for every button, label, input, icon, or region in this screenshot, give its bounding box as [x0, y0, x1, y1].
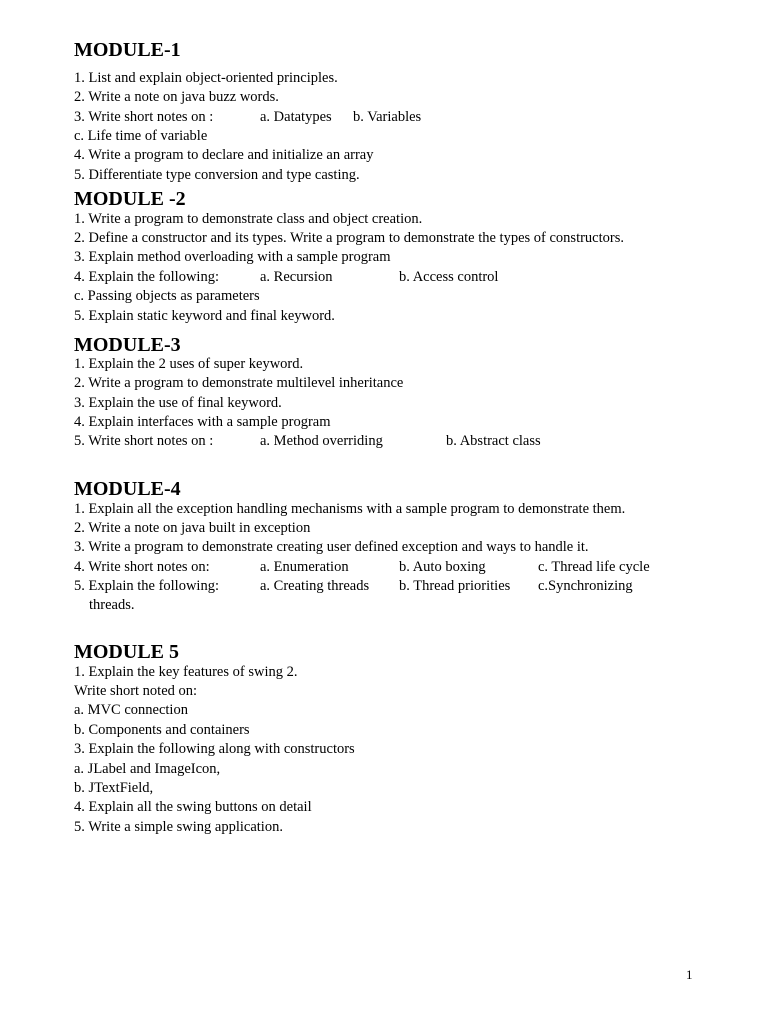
module-1-question-1: 1. List and explain object-oriented principles. [74, 70, 338, 86]
module-5-heading: MODULE 5 [74, 641, 179, 663]
module-1-question-3c: c. Life time of variable [74, 128, 208, 144]
module-3-question-4: 4. Explain interfaces with a sample program [74, 414, 331, 430]
module-2-question-3: 3. Explain method overloading with a sample program [74, 249, 391, 265]
option-c: c. Thread life cycle [538, 559, 650, 575]
module-1-question-2: 2. Write a note on java buzz words. [74, 89, 279, 105]
module-1-heading: MODULE-1 [74, 39, 181, 61]
module-1-question-3 [74, 108, 422, 127]
module-4-question-4 [74, 558, 650, 577]
module-3-question-3: 3. Explain the use of final keyword. [74, 395, 282, 411]
module-5-question-5: 5. Write a simple swing application. [74, 819, 283, 835]
option-b: b. Auto boxing [399, 559, 486, 575]
option-c: c.Synchronizing [538, 578, 633, 594]
module-5-question-4: 4. Explain all the swing buttons on detail [74, 799, 312, 815]
module-5-question-3a: a. JLabel and ImageIcon, [74, 761, 221, 777]
option-b: b. Variables [353, 109, 422, 125]
module-5-question-2b: b. Components and containers [74, 722, 250, 738]
module-2-question-1: 1. Write a program to demonstrate class and object creation. [74, 211, 423, 227]
option-a: a. Method overriding [260, 433, 383, 449]
module-5-question-3: 3. Explain the following along with constructors [74, 741, 355, 757]
module-5-question-2: Write short noted on: [74, 683, 198, 699]
question-text: 5. Write short notes on : [74, 433, 214, 449]
module-3-question-5 [74, 432, 541, 451]
question-text: 5. Explain the following: [74, 578, 219, 594]
question-text: 4. Write short notes on: [74, 559, 210, 575]
module-5-question-1: 1. Explain the key features of swing 2. [74, 664, 298, 680]
option-b: b. Access control [399, 269, 499, 285]
module-3-heading: MODULE-3 [74, 334, 181, 356]
module-4-question-3: 3. Write a program to demonstrate creating user defined exception and ways to handle it. [74, 539, 589, 555]
page-number: 1 [686, 967, 693, 982]
module-4-question-1: 1. Explain all the exception handling mechanisms with a sample program to demonstrate them. [74, 501, 626, 517]
module-2-question-2: 2. Define a constructor and its types. Write a program to demonstrate the types of constructors. [74, 230, 624, 246]
module-2-question-4 [74, 268, 499, 287]
option-b: b. Thread priorities [399, 578, 511, 594]
module-4-question-2: 2. Write a note on java built in exception [74, 520, 311, 536]
option-a: a. Recursion [260, 269, 333, 285]
question-text: 3. Write short notes on : [74, 109, 214, 125]
module-1-question-4: 4. Write a program to declare and initialize an array [74, 147, 374, 163]
option-a: a. Enumeration [260, 559, 349, 575]
module-4-question-5 [74, 577, 633, 596]
option-a: a. Datatypes [260, 109, 332, 125]
option-a: a. Creating threads [260, 578, 370, 594]
module-1-question-5: 5. Differentiate type conversion and type casting. [74, 167, 360, 183]
module-2-question-5: 5. Explain static keyword and final keyword. [74, 308, 335, 324]
module-5-question-3b: b. JTextField, [74, 780, 154, 796]
module-4-question-5-continuation: threads. [89, 597, 135, 613]
module-3-question-2: 2. Write a program to demonstrate multilevel inheritance [74, 375, 404, 391]
module-2-heading: MODULE -2 [74, 188, 186, 210]
option-b: b. Abstract class [446, 433, 541, 449]
module-5-question-2a: a. MVC connection [74, 702, 188, 718]
module-3-question-1: 1. Explain the 2 uses of super keyword. [74, 356, 304, 372]
question-text: 4. Explain the following: [74, 269, 219, 285]
module-4-heading: MODULE-4 [74, 478, 181, 500]
module-2-question-4c: c. Passing objects as parameters [74, 288, 260, 304]
